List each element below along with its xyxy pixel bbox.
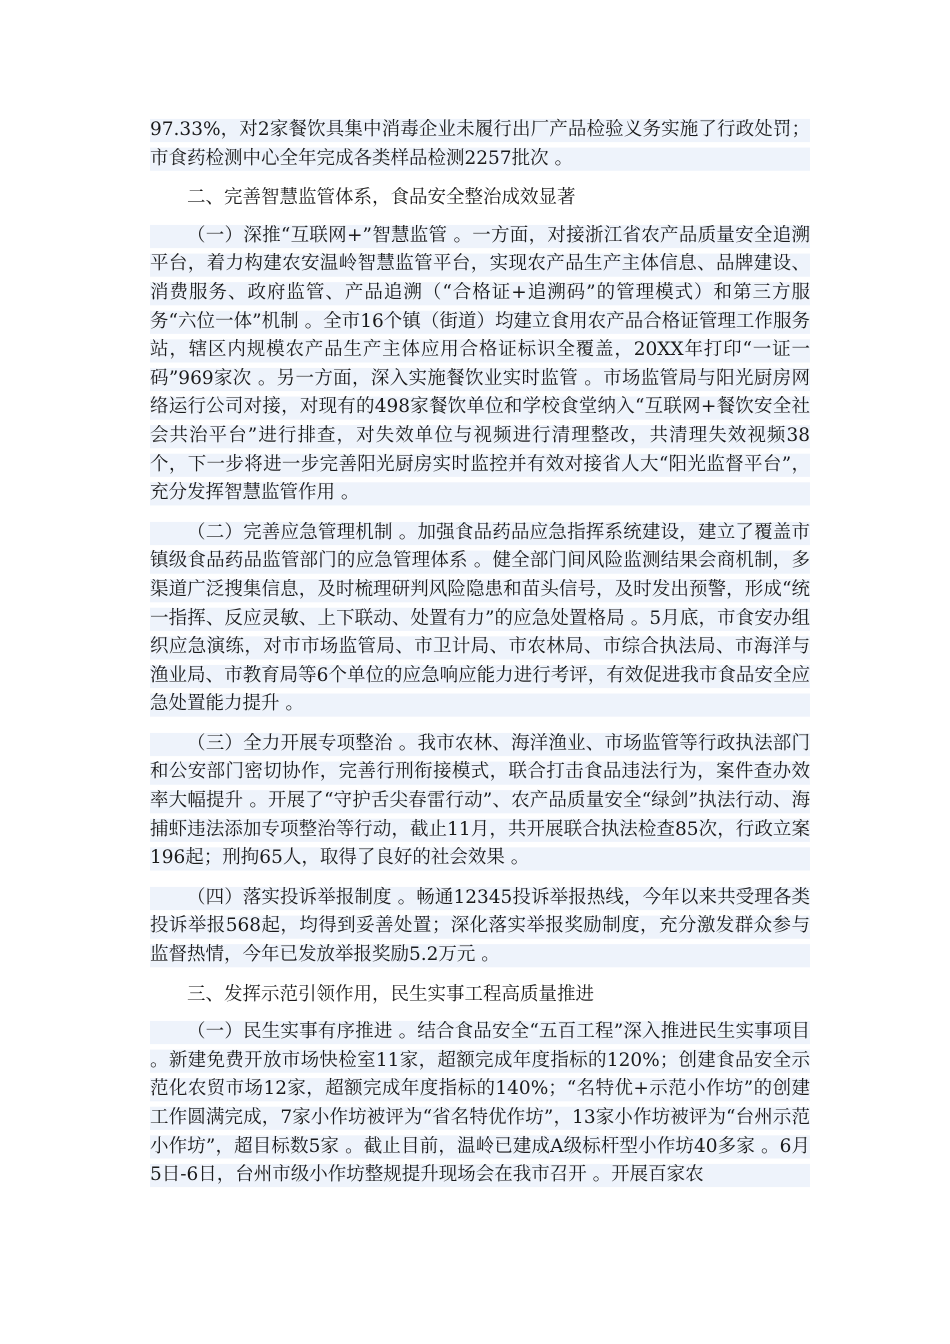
- paragraph-special-rectification: （三）全力开展专项整治 。我市农林、海洋渔业、市场监管等行政执法部门和公安部门密切协作，完善行刑衔接模式，联合打击食品违法行为，案件查办效率大幅提升 。开展了“守护舌尖春雷行动”、农产品质量安全“绿剑”执法行动、海捕虾违法添加专项整治等行动，截止11月，共开展联合执法检查85次，行政立案196起；刑拘65人，取得了良好的社会效果 。: [150, 730, 810, 873]
- paragraph-smart-supervision: （一）深推“互联网+”智慧监管 。一方面，对接浙江省农产品质量安全追溯平台，着力构建农安温岭智慧监管平台，实现农产品生产主体信息、品牌建设、消费服务、政府监管、产品追溯（“合格证+追溯码”的管理模式）和第三方服务“六位一体”机制 。全市16个镇（街道）均建立食用农产品合格证管理工作服务站，辖区内规模农产品生产主体应用合格证标识全覆盖，20XX年打印“一证一码”969家次 。另一方面，深入实施餐饮业实时监管 。市场监管局与阳光厨房网络运行公司对接，对现有的498家餐饮单位和学校食堂纳入“互联网+餐饮安全社会共治平台”进行排查，对失效单位与视频进行清理整改，共清理失效视频38个，下一步将进一步完善阳光厨房实时监控并有效对接省人大“阳光监督平台”，充分发挥智慧监管作用 。: [150, 222, 810, 508]
- paragraph-complaint-reporting: （四）落实投诉举报制度 。畅通12345投诉举报热线，今年以来共受理各类投诉举报568起，均得到妥善处置；深化落实举报奖励制度，充分激发群众参与监督热情，今年已发放举报奖励5.2万元 。: [150, 884, 810, 970]
- paragraph-continued: 97.33%，对2家餐饮具集中消毒企业未履行出厂产品检验义务实施了行政处罚；市食药检测中心全年完成各类样品检测2257批次 。: [150, 116, 810, 173]
- section-heading-2: 二、完善智慧监管体系，食品安全整治成效显著: [187, 187, 576, 209]
- paragraph-emergency-management: （二）完善应急管理机制 。加强食品药品应急指挥系统建设，建立了覆盖市镇级食品药品监管部门的应急管理体系 。健全部门间风险监测结果会商机制，多渠道广泛搜集信息，及时梳理研判风险隐患和苗头信号，及时发出预警，形成“统一指挥、反应灵敏、上下联动、处置有力”的应急处置格局 。5月底，市食安办组织应急演练，对市市场监管局、市卫计局、市农林局、市综合执法局、市海洋与渔业局、市教育局等6个单位的应急响应能力进行考评，有效促进我市食品安全应急处置能力提升 。: [150, 519, 810, 719]
- paragraph-livelihood-projects: （一）民生实事有序推进 。结合食品安全“五百工程”深入推进民生实事项目 。新建免费开放市场快检室11家，超额完成年度指标的120%；创建食品安全示范化农贸市场12家，超额完成年度指标的140%；“名特优+示范小作坊”的创建工作圆满完成，7家小作坊被评为“省名特优作坊”，13家小作坊被评为“台州示范小作坊”，超目标数5家 。截止目前，温岭已建成A级标杆型小作坊40多家 。6月5日-6日，台州市级小作坊整规提升现场会在我市召开 。开展百家农: [150, 1018, 810, 1190]
- section-heading-3: 三、发挥示范引领作用，民生实事工程高质量推进: [187, 983, 595, 1005]
- document-body: [150, 116, 810, 1201]
